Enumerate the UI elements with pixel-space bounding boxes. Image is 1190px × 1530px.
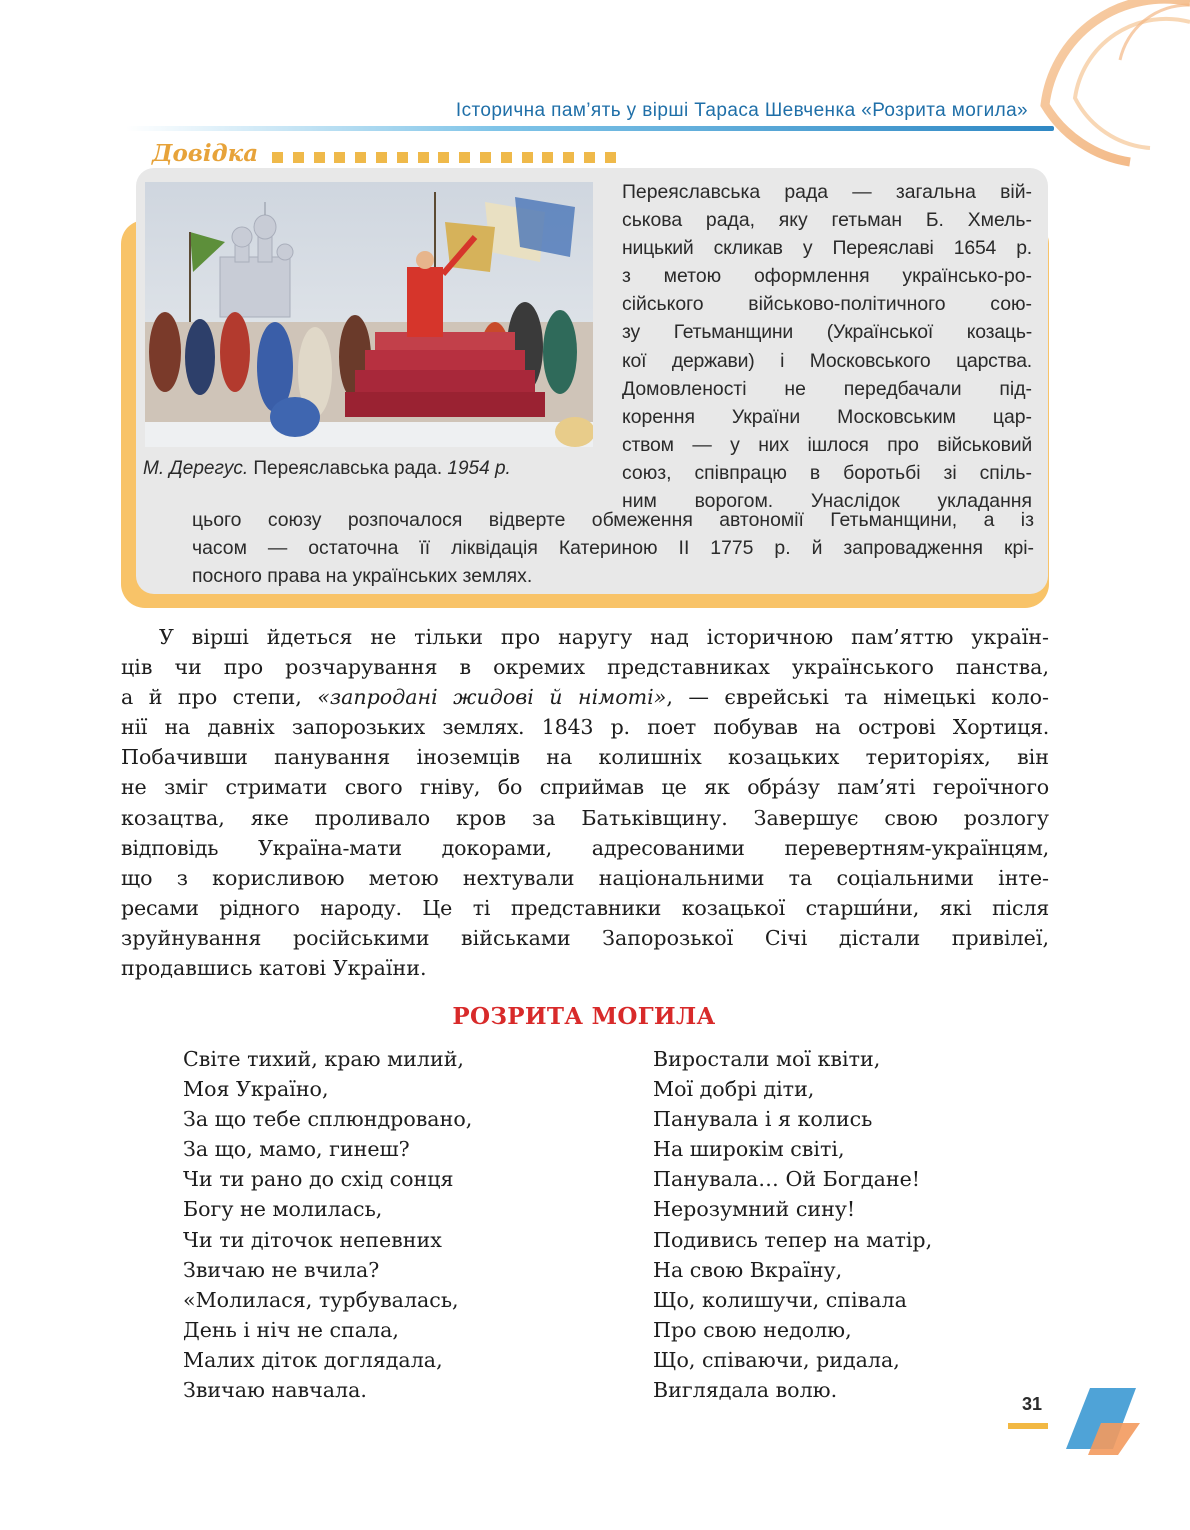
reference-line: кої держави) і Московського царства. (622, 349, 1032, 372)
quote-fragment: «запродані жидові й німоті» (317, 685, 667, 710)
caption-title: Переяславська рада. (248, 458, 448, 479)
reference-line: з метою оформлення українсько-ро- (622, 265, 1032, 288)
caption-year: 1954 р. (447, 458, 511, 479)
poem-column-right (653, 1044, 932, 1405)
poem-line: Малих діток доглядала, (183, 1347, 443, 1372)
poem-line: Виглядала волю. (653, 1378, 838, 1403)
caption-author: М. Дерегус. (143, 458, 249, 479)
poem-line: Мої добрі діти, (653, 1077, 815, 1102)
reference-line: зу Гетьманщини (Української козаць- (622, 321, 1032, 344)
poem-line: Моя Україно, (183, 1077, 329, 1102)
reference-dots-divider (272, 152, 616, 164)
decorative-arcs (1000, 0, 1190, 170)
reference-text-column (622, 178, 1032, 515)
poem-line: День і ніч не спала, (183, 1317, 399, 1342)
poem-column-left (183, 1044, 472, 1405)
reference-line: ством — у них ішлося про військовий (622, 433, 1032, 456)
header-divider (126, 126, 1054, 131)
reference-text-wide (192, 506, 1034, 590)
paragraph-line: Побачивши панування іноземців на колишніх козацьких територіях, він (121, 745, 1049, 770)
paragraph-line: козацтва, яке проливало кров за Батьківщину. Завершує свою розлогу (121, 805, 1049, 830)
poem-line: Нерозумний сину! (653, 1197, 856, 1222)
reference-line: союз, співпрацю в боротьбі зі спіль- (622, 461, 1032, 484)
poem-line: За що тебе сплюндровано, (183, 1107, 473, 1132)
poem-line: Чи ти діточок непевних (183, 1227, 442, 1252)
poem-line: Що, колишучи, співала (653, 1287, 907, 1312)
poem-line: Богу не молилась, (183, 1197, 383, 1222)
reference-line: Домовленості не передбачали під- (622, 377, 1032, 400)
poem-line: Панувала і я колись (653, 1107, 873, 1132)
main-paragraph (121, 622, 1049, 983)
paragraph-line (121, 682, 1049, 712)
paragraph-line: нії на давніх запорозьких землях. 1843 р. поет побував на острові Хортиця. (121, 715, 1049, 740)
running-header-title: Історична пам’ять у вірші Тараса Шевченка «Розрита могила» (455, 100, 1028, 121)
reference-line: ним ворогом. Унаслідок укладання (622, 490, 1032, 513)
poem-line: Виростали мої квіти, (653, 1047, 881, 1071)
poem-line: Панувала… Ой Богдане! (653, 1167, 921, 1192)
paragraph-line: зруйнування російськими військами Запорозької Січі дістали привілеї, (121, 925, 1049, 950)
paragraph-line: ресами рідного народу. Це ті представники козацької старши́ни, які після (121, 895, 1049, 920)
reference-line: сійського військово-політичного сою- (622, 293, 1032, 316)
poem-line: Подивись тепер на матір, (653, 1227, 933, 1252)
poem-line: За що, мамо, гинеш? (183, 1137, 410, 1162)
poem-title: РОЗРИТА МОГИЛА (452, 1003, 716, 1030)
reference-line: часом — остаточна її ліквідація Катериною ІІ 1775 р. й запровадження крі- (192, 537, 1034, 560)
poem-line: Про свою недолю, (653, 1317, 852, 1342)
poem-line: Світе тихий, краю милий, (183, 1047, 464, 1071)
reference-label: Довідка (152, 140, 259, 167)
painting-pereyaslav-rada (145, 182, 593, 447)
poem-line: Звичаю не вчила? (183, 1257, 380, 1282)
reference-line: посного права на українських землях. (192, 565, 533, 588)
paragraph-line: відповідь Україна-мати докорами, адресованими перевертням-українцям, (121, 835, 1049, 860)
poem-line: Звичаю навчала. (183, 1378, 367, 1403)
reference-line: ницький скликав у Переяславі 1654 р. (622, 237, 1032, 260)
paragraph-line: ців чи про розчарування в окремих представниках українського панства, (121, 655, 1049, 680)
paragraph-line: продавшись катові України. (121, 956, 427, 981)
poem-line: На свою Вкраїну, (653, 1257, 843, 1282)
reference-line: Переяславська рада — загальна вій- (622, 181, 1032, 203)
paragraph-line: У вірші йдеться не тільки про наругу над історичною пам’яттю україн- (159, 625, 1049, 649)
poem-line: Що, співаючи, ридала, (653, 1347, 900, 1372)
paragraph-fragment: , — єврейські та німецькі коло- (666, 685, 1049, 710)
paragraph-line: не зміг стримати свого гніву, бо сприймав це як обра́зу пам’яті героїчного (121, 775, 1049, 800)
poem-line: Чи ти рано до схід сонця (183, 1167, 454, 1192)
painting-caption (143, 458, 511, 480)
reference-line: цього союзу розпочалося відверте обмеження автономії Гетьманщини, а із (192, 509, 1034, 531)
paragraph-line: що з корисливою метою нехтували національними та соціальними інте- (121, 865, 1049, 890)
reference-line: ськова рада, яку гетьман Б. Хмель- (622, 209, 1032, 232)
poem-line: На широкім світі, (653, 1137, 845, 1162)
page-number: 31 (1022, 1394, 1043, 1414)
paragraph-fragment: а й про степи, (121, 685, 318, 710)
reference-line: корення України Московським цар- (622, 405, 1032, 428)
poem-line: «Молилася, турбувалась, (183, 1287, 459, 1312)
